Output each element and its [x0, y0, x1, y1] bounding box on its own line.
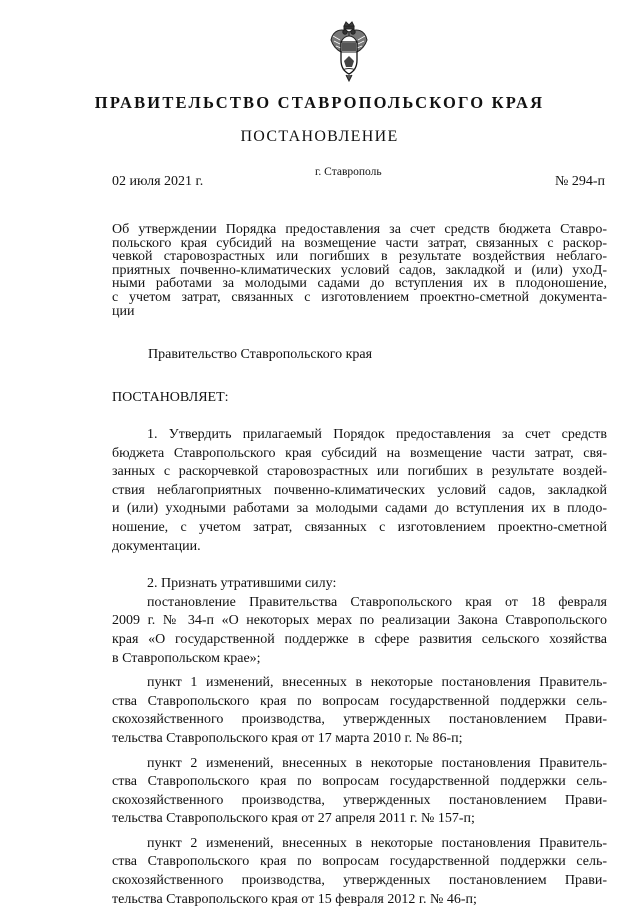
repealed-act-4 [112, 835, 607, 909]
subject-line: чевкой старовозрастных или погибших в результате воздействия неблаго- [112, 249, 607, 265]
paragraph-line: 2. Признать утратившими силу: [147, 576, 337, 592]
document-body [112, 426, 607, 915]
subject-line: приятных почвенно-климатических условий садов, закладкой и (или) ухоД- [112, 262, 607, 278]
paragraph-line: тельства Ставропольского края от 15 февраля 2012 г. № 46-п; [112, 891, 477, 907]
paragraph-line: занных с раскорчевкой старовозрастных или погибших в результате воздей- [112, 464, 607, 480]
coat-of-arms-emblem [329, 20, 369, 82]
government-title: ПРАВИТЕЛЬСТВО СТАВРОПОЛЬСКОГО КРАЯ [94, 93, 545, 112]
paragraph-line: 2009 г. № 34-п «О некоторых мерах по реализации Закона Ставропольского [112, 613, 607, 629]
paragraph-line: пункт 2 изменений, внесенных в некоторые постановления Правитель- [147, 835, 607, 851]
paragraph-line: скохозяйственного производства, утвержденных постановлением Прави- [112, 712, 607, 728]
paragraph-line: документации. [112, 538, 201, 554]
paragraph-line: 1. Утвердить прилагаемый Порядок предоставления за счет средств [147, 427, 607, 442]
paragraph-line: тельства Ставропольского края от 27 апреля 2011 г. № 157-п; [112, 811, 475, 827]
document-subject [112, 223, 607, 318]
subject-line: ции [112, 303, 135, 319]
paragraph-line: тельства Ставропольского края от 17 марта 2010 г. № 86-п; [112, 730, 463, 746]
paragraph-line: ства Ставропольского края по вопросам государственной поддержки сель- [112, 854, 607, 870]
paragraph-line: постановление Правительства Ставропольского края от 18 февраля [147, 594, 607, 610]
repealed-act-1 [112, 594, 607, 668]
subject-line: Об утверждении Порядка предоставления за счет средств бюджета Ставро- [112, 222, 607, 237]
paragraph-line: края «О государственной поддержке в сфере развития сельского хозяйства [112, 631, 607, 647]
document-date: 02 июля 2021 г. [112, 174, 204, 189]
paragraph-line: ства Ставропольского края по вопросам государственной поддержки сель- [112, 693, 607, 709]
subject-line: польского края субсидий на возмещение части затрат, связанных с раскор- [112, 235, 607, 251]
paragraph-line: скохозяйственного производства, утвержденных постановлением Прави- [112, 792, 607, 808]
paragraph-line: в Ставропольском крае»; [112, 650, 261, 666]
document-city: г. Ставрополь [315, 166, 382, 178]
paragraph-line: пункт 2 изменений, внесенных в некоторые постановления Правитель- [147, 755, 607, 771]
paragraph-line: ства Ставропольского края по вопросам государственной поддержки сель- [112, 774, 607, 790]
paragraph-item-2 [112, 575, 607, 594]
paragraph-item-1 [112, 426, 607, 556]
repealed-act-3 [112, 755, 607, 829]
paragraph-line: ствия неблагоприятных почвенно-климатических условий садов, закладкой [112, 482, 607, 498]
paragraph-line: бюджета Ставропольского края субсидий на возмещение части затрат, свя- [112, 445, 607, 461]
paragraph-line: ношение, с учетом затрат, связанных с изготовлением проектно-сметной [112, 519, 607, 535]
subject-line: с учетом затрат, связанных с изготовлением проектно-сметной документа- [112, 289, 607, 305]
document-number: № 294-п [554, 174, 605, 189]
subject-line: ными работами за молодыми садами до вступления их в плодоношение, [112, 276, 607, 292]
paragraph-line: скохозяйственного производства, утвержденных постановлением Прави- [112, 873, 607, 889]
document-type: ПОСТАНОВЛЕНИЕ [240, 128, 399, 145]
paragraph-line: пункт 1 изменений, внесенных в некоторые постановления Правитель- [147, 675, 607, 691]
resolves-heading: ПОСТАНОВЛЯЕТ: [112, 390, 229, 405]
issuing-authority: Правительство Ставропольского края [148, 347, 373, 362]
repealed-act-2 [112, 674, 607, 748]
paragraph-line: и (или) уходными работами за молодыми садами до вступления их в плодо- [112, 501, 607, 517]
